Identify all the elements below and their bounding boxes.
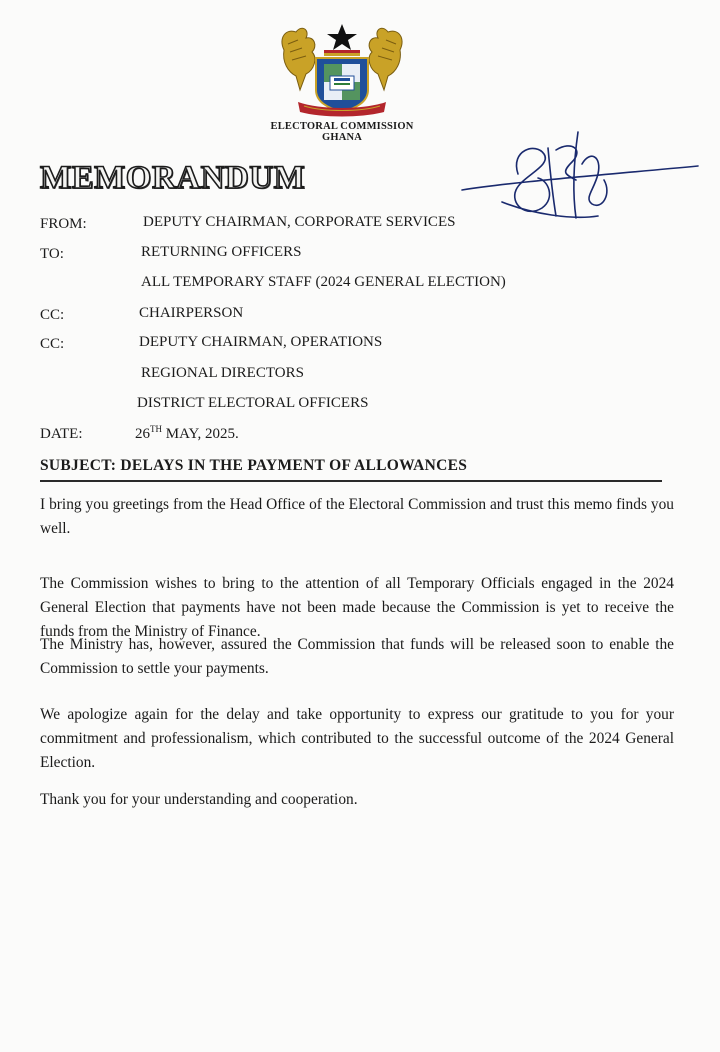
to-label: TO: [40,246,64,262]
cc-recipient-district-officers: DISTRICT ELECTORAL OFFICERS [137,395,369,411]
date-value [135,424,239,443]
from-value: DEPUTY CHAIRMAN, CORPORATE SERVICES [143,214,456,230]
body-paragraph-assurance: The Ministry has, however, assured the Commission that funds will be released soon to enable the Commission to settle your payments. [40,636,674,677]
cc-recipient-regional-directors: REGIONAL DIRECTORS [141,365,304,381]
to-recipient-temporary-staff: ALL TEMPORARY STAFF (2024 GENERAL ELECTION) [141,274,506,290]
cc-label-2: CC: [40,336,65,352]
subject-divider [40,480,662,482]
to-recipient-returning-officers: RETURNING OFFICERS [141,244,302,260]
body-paragraph-apology: We apologize again for the delay and take opportunity to express our gratitude to you for your commitment and professionalism, which contributed to the successful outcome of the 2024 General Election. [40,706,674,771]
body-paragraph-greeting: I bring you greetings from the Head Office of the Electoral Commission and trust this memo finds you well. [40,496,674,537]
handwritten-signature-icon [452,120,700,238]
subject-line: SUBJECT: DELAYS IN THE PAYMENT OF ALLOWANCES [40,457,468,474]
date-ordinal-suffix: TH [150,424,162,434]
ghana-coat-of-arms-icon [276,20,408,120]
body-paragraph-closing: Thank you for your understanding and cooperation. [40,791,358,808]
cc-label-1: CC: [40,307,65,323]
memo-title: MEMORANDUM [40,160,306,196]
org-name-line2: GHANA [321,132,363,143]
date-day: 26 [135,426,150,442]
date-label: DATE: [40,426,83,442]
date-month-year: MAY, 2025. [162,426,239,442]
body-paragraph-notice: The Commission wishes to bring to the attention of all Temporary Officials engaged in the 2024 General Election that payments have not been made because the Commission is yet to receive the funds from the Ministry of Finance. [40,575,674,640]
cc-recipient-deputy-operations: DEPUTY CHAIRMAN, OPERATIONS [139,334,383,350]
cc-recipient-chairperson: CHAIRPERSON [139,305,244,321]
org-name-line1: ELECTORAL COMMISSION [270,121,414,132]
from-label: FROM: [40,216,87,232]
